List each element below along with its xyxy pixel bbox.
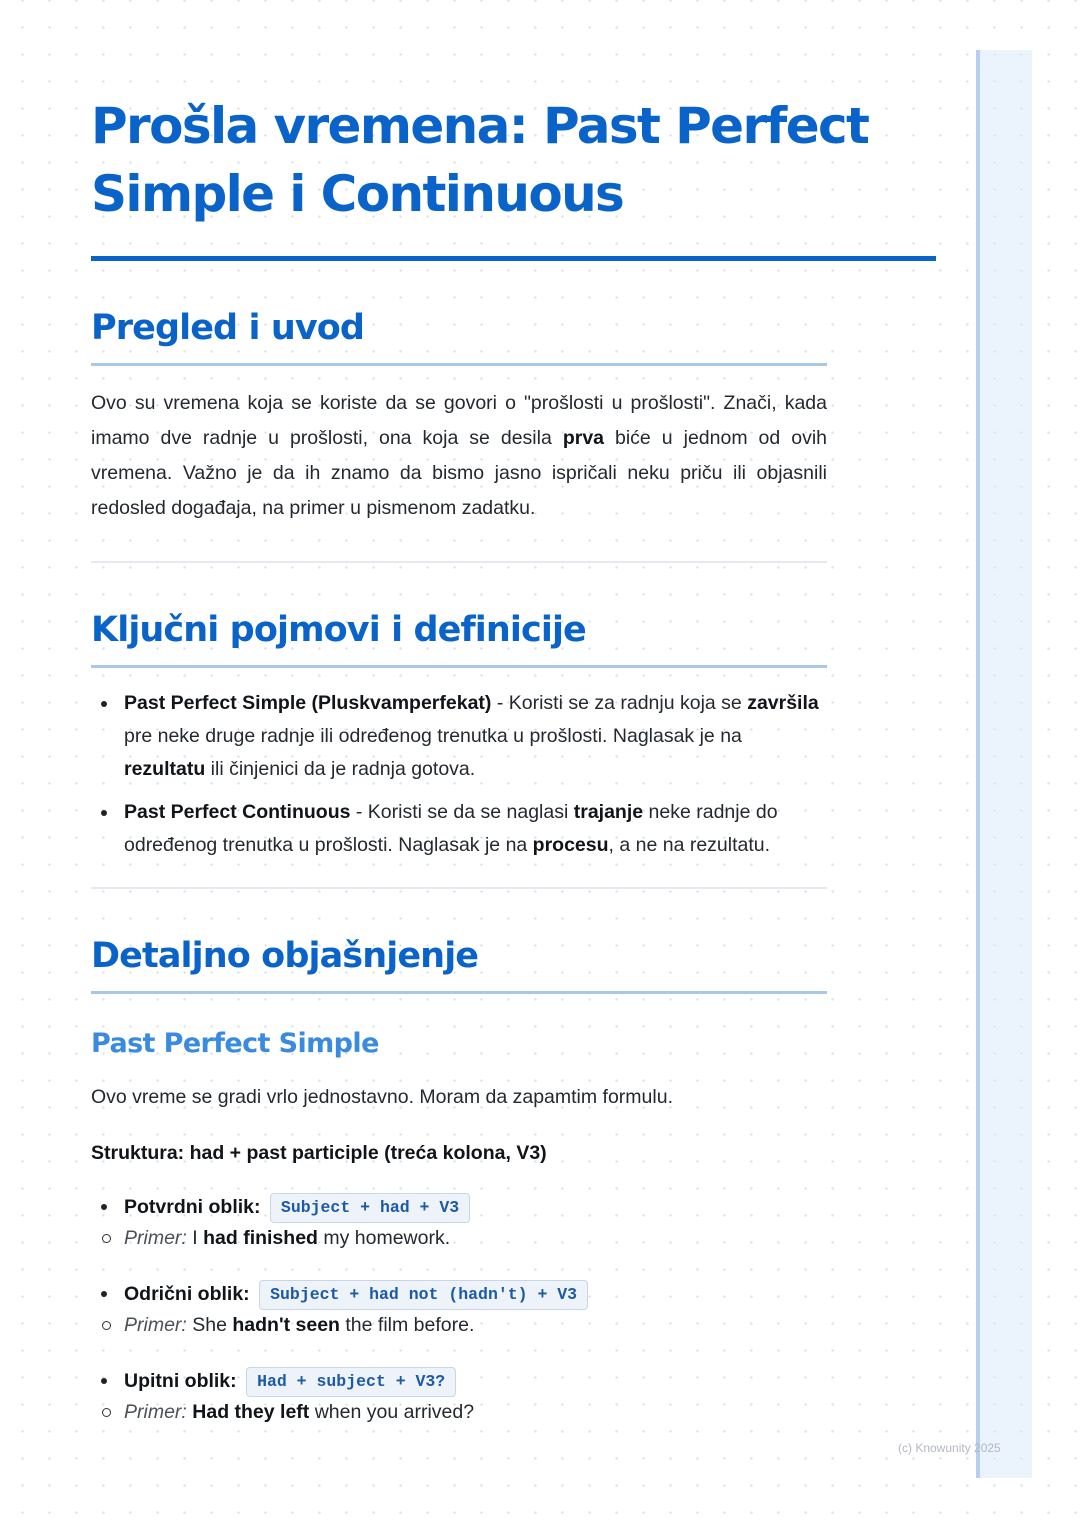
section-definitions [91,607,827,862]
emphasis: prva [562,427,605,449]
formula-code: Subject + had + V3 [270,1193,470,1223]
overview-paragraph: Ovo su vremena koja se koriste da se govori o "prošlosti u prošlosti". Znači, kada imamo dve radnje u prošlosti, ona koja se desila prva biće u jednom od ovih vremena. Važno je da ih znamo da bismo jasno ispričali neku priču ili objasnili redosled događaja, na primer u pismenom zadatku. [91,392,828,519]
list-item: Past Perfect Continuous - Koristi se da se naglasi trajanje neke radnje do određenog trenutka u prošlosti. Naglasak je na procesu, a ne na rezultatu. [91,796,827,862]
circle-bullet-icon [102,1408,111,1417]
formula-code: Subject + had not (hadn't) + V3 [259,1280,588,1310]
section-heading: Ključni pojmovi i definicije [91,610,586,650]
content-column [91,305,827,1427]
heading-underline [91,991,827,994]
formula-code: Had + subject + V3? [246,1367,456,1397]
subsection-heading: Past Perfect Simple [91,1028,379,1059]
section-heading: Pregled i uvod [91,308,365,348]
bullet-icon [101,1291,107,1297]
title-underline [91,256,936,261]
forms-list [91,1191,827,1427]
title-line-2: Simple i Continuous [91,165,624,223]
form-label: Potvrdni oblik: [124,1196,261,1218]
form-item [91,1365,827,1397]
section-detail [91,933,827,1427]
form-block [91,1278,827,1340]
term: Past Perfect Continuous [124,801,351,823]
margin-strip [976,50,1032,1478]
example-item: Primer: She hadn't seen the film before. [91,1310,827,1340]
intro-paragraph: Ovo vreme se gradi vrlo jednostavno. Moram da zapamtim formulu. [91,1086,673,1108]
bullet-icon [101,1378,107,1384]
page-title [91,92,936,228]
heading-underline [91,665,827,668]
section-overview [91,305,827,526]
heading-underline [91,363,827,366]
circle-bullet-icon [102,1321,111,1330]
section-divider [91,887,827,889]
form-item [91,1191,827,1223]
circle-bullet-icon [102,1234,111,1243]
copyright-footer: (c) Knowunity 2025 [898,1441,1001,1455]
form-label: Upitni oblik: [124,1370,237,1392]
title-line-1: Prošla vremena: Past Perfect [91,97,869,155]
form-label: Odrični oblik: [124,1283,250,1305]
form-block [91,1365,827,1427]
document-page [91,92,936,1427]
structure-line: Struktura: had + past participle (treća kolona, V3) [91,1142,547,1164]
bullet-icon [101,1204,107,1210]
form-block [91,1191,827,1253]
term: Past Perfect Simple (Pluskvamperfekat) [124,692,492,714]
definitions-list [91,687,827,862]
example-item: Primer: I had finished my homework. [91,1223,827,1253]
form-item [91,1278,827,1310]
example-item: Primer: Had they left when you arrived? [91,1397,827,1427]
list-item: Past Perfect Simple (Pluskvamperfekat) - Koristi se za radnju koja se završila pre neke druge radnje ili određenog trenutka u prošlosti. Naglasak je na rezultatu ili činjenici da je radnja gotova. [91,687,827,786]
section-divider [91,561,827,563]
section-heading: Detaljno objašnjenje [91,936,479,976]
